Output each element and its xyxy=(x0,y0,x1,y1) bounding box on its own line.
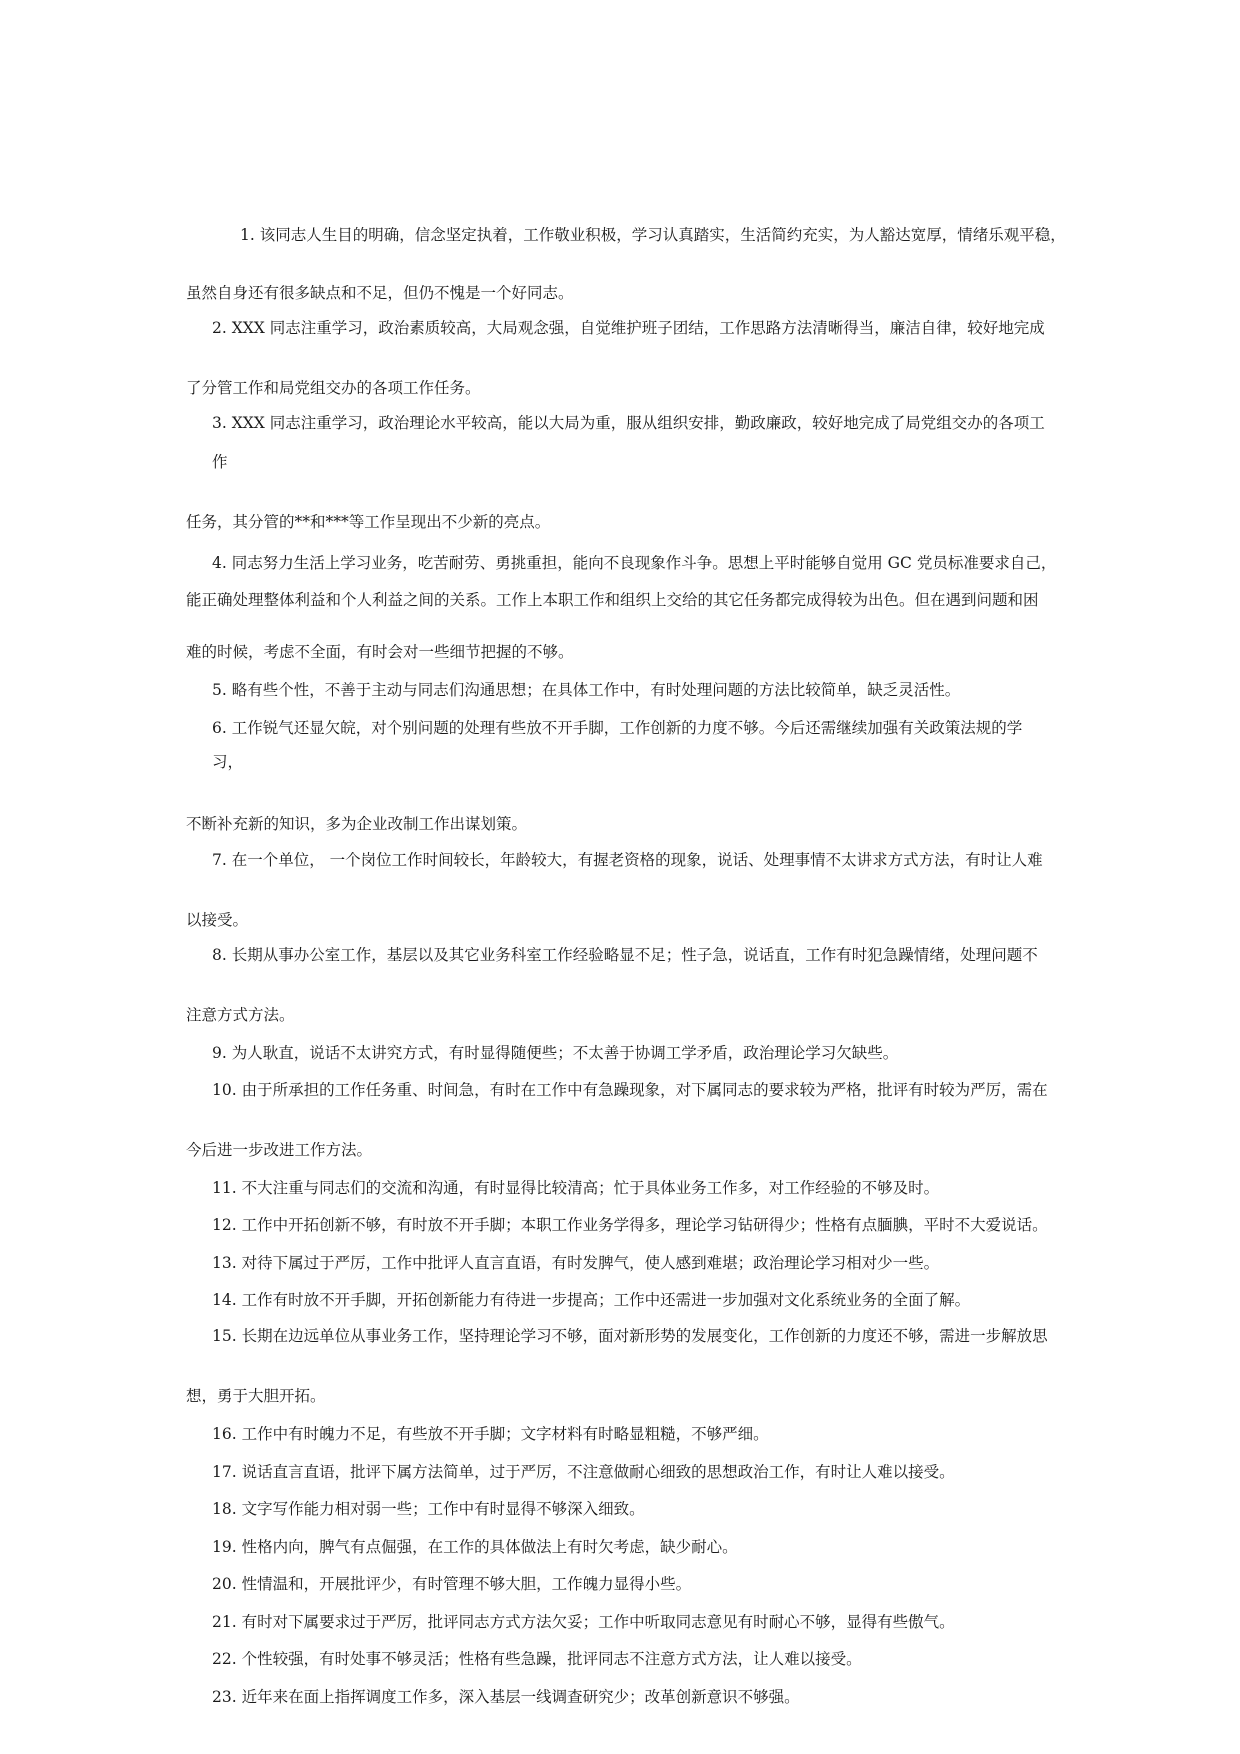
item-4-line-2: 能正确处理整体利益和个人利益之间的关系。工作上本职工作和组织上交给的其它任务都完成得较为出色。但在遇到问题和困 xyxy=(186,591,1039,609)
item-8-line-2: 注意方式方法。 xyxy=(186,1006,295,1024)
item-10-line-2: 今后进一步改进工作方法。 xyxy=(186,1141,373,1159)
item-17-line-1: 17. 说话直言直语，批评下属方法简单，过于严厉，不注意做耐心细致的思想政治工作，有时让人难以接受。 xyxy=(212,1463,955,1481)
item-5-line-1: 5. 略有些个性，不善于主动与同志们沟通思想；在具体工作中，有时处理问题的方法比较简单，缺乏灵活性。 xyxy=(212,681,961,699)
item-14-line-1: 14. 工作有时放不开手脚，开拓创新能力有待进一步提高；工作中还需进一步加强对文化系统业务的全面了解。 xyxy=(212,1291,971,1309)
item-4-line-3: 难的时候，考虑不全面，有时会对一些细节把握的不够。 xyxy=(186,643,574,661)
item-22-line-1: 22. 个性较强，有时处事不够灵活；性格有些急躁，批评同志不注意方式方法，让人难以接受。 xyxy=(212,1650,862,1668)
item-10-line-1: 10. 由于所承担的工作任务重、时间急，有时在工作中有急躁现象，对下属同志的要求较为严格，批评有时较为严厉，需在 xyxy=(212,1081,1048,1099)
item-16-line-1: 16. 工作中有时魄力不足，有些放不开手脚；文字材料有时略显粗糙，不够严细。 xyxy=(212,1425,769,1443)
item-3-line-3: 任务，其分管的**和***等工作呈现出不少新的亮点。 xyxy=(186,513,551,531)
item-20-line-1: 20. 性情温和，开展批评少，有时管理不够大胆，工作魄力显得小些。 xyxy=(212,1575,692,1593)
item-1-line-1: 1. 该同志人生目的明确，信念坚定执着，工作敬业积极，学习认真踏实，生活简约充实，为人豁达宽厚，情绪乐观平稳， xyxy=(240,226,1066,244)
item-13-line-1: 13. 对待下属过于严厉，工作中批评人直言直语，有时发脾气，使人感到难堪；政治理论学习相对少一些。 xyxy=(212,1254,940,1272)
item-3-line-2: 作 xyxy=(212,453,228,471)
item-21-line-1: 21. 有时对下属要求过于严厉，批评同志方式方法欠妥；工作中听取同志意见有时耐心不够，显得有些傲气。 xyxy=(212,1613,955,1631)
item-4-line-1: 4. 同志努力生活上学习业务，吃苦耐劳、勇挑重担，能向不良现象作斗争。思想上平时能够自觉用 GC 党员标准要求自己， xyxy=(212,554,1057,572)
item-8-line-1: 8. 长期从事办公室工作，基层以及其它业务科室工作经验略显不足；性子急，说话直，工作有时犯急躁情绪，处理问题不 xyxy=(212,946,1038,964)
item-19-line-1: 19. 性格内向，脾气有点倔强，在工作的具体做法上有时欠考虑，缺少耐心。 xyxy=(212,1538,738,1556)
item-9-line-1: 9. 为人耿直，说话不太讲究方式，有时显得随便些；不太善于协调工学矛盾，政治理论学习欠缺些。 xyxy=(212,1044,899,1062)
item-6-line-3: 不断补充新的知识，多为企业改制工作出谋划策。 xyxy=(186,815,528,833)
item-18-line-1: 18. 文字写作能力相对弱一些；工作中有时显得不够深入细致。 xyxy=(212,1500,645,1518)
item-15-line-2: 想，勇于大胆开拓。 xyxy=(186,1387,326,1405)
item-15-line-1: 15. 长期在边远单位从事业务工作，坚持理论学习不够，面对新形势的发展变化，工作创新的力度还不够，需进一步解放思 xyxy=(212,1327,1048,1345)
item-12-line-1: 12. 工作中开拓创新不够，有时放不开手脚；本职工作业务学得多，理论学习钻研得少；性格有点腼腆，平时不大爱说话。 xyxy=(212,1216,1048,1234)
item-1-line-2: 虽然自身还有很多缺点和不足，但仍不愧是一个好同志。 xyxy=(186,284,574,302)
item-11-line-1: 11. 不大注重与同志们的交流和沟通，有时显得比较清高；忙于具体业务工作多，对工作经验的不够及时。 xyxy=(212,1179,940,1197)
item-6-line-2: 习， xyxy=(212,753,244,771)
item-7-line-1: 7. 在一个单位， 一个岗位工作时间较长，年龄较大，有握老资格的现象，说话、处理事情不太讲求方式方法，有时让人难 xyxy=(212,851,1043,869)
item-2-line-2: 了分管工作和局党组交办的各项工作任务。 xyxy=(186,379,481,397)
item-7-line-2: 以接受。 xyxy=(186,911,249,929)
item-3-line-1: 3. XXX 同志注重学习，政治理论水平较高，能以大局为重，服从组织安排，勤政廉政，较好地完成了局党组交办的各项工 xyxy=(212,414,1045,432)
item-23-line-1: 23. 近年来在面上指挥调度工作多，深入基层一线调查研究少；改革创新意识不够强。 xyxy=(212,1688,800,1706)
item-2-line-1: 2. XXX 同志注重学习，政治素质较高，大局观念强，自觉维护班子团结，工作思路方法清晰得当，廉洁自律，较好地完成 xyxy=(212,319,1045,337)
item-6-line-1: 6. 工作锐气还显欠皖，对个别问题的处理有些放不开手脚，工作创新的力度不够。今后还需继续加强有关政策法规的学 xyxy=(212,719,1023,737)
